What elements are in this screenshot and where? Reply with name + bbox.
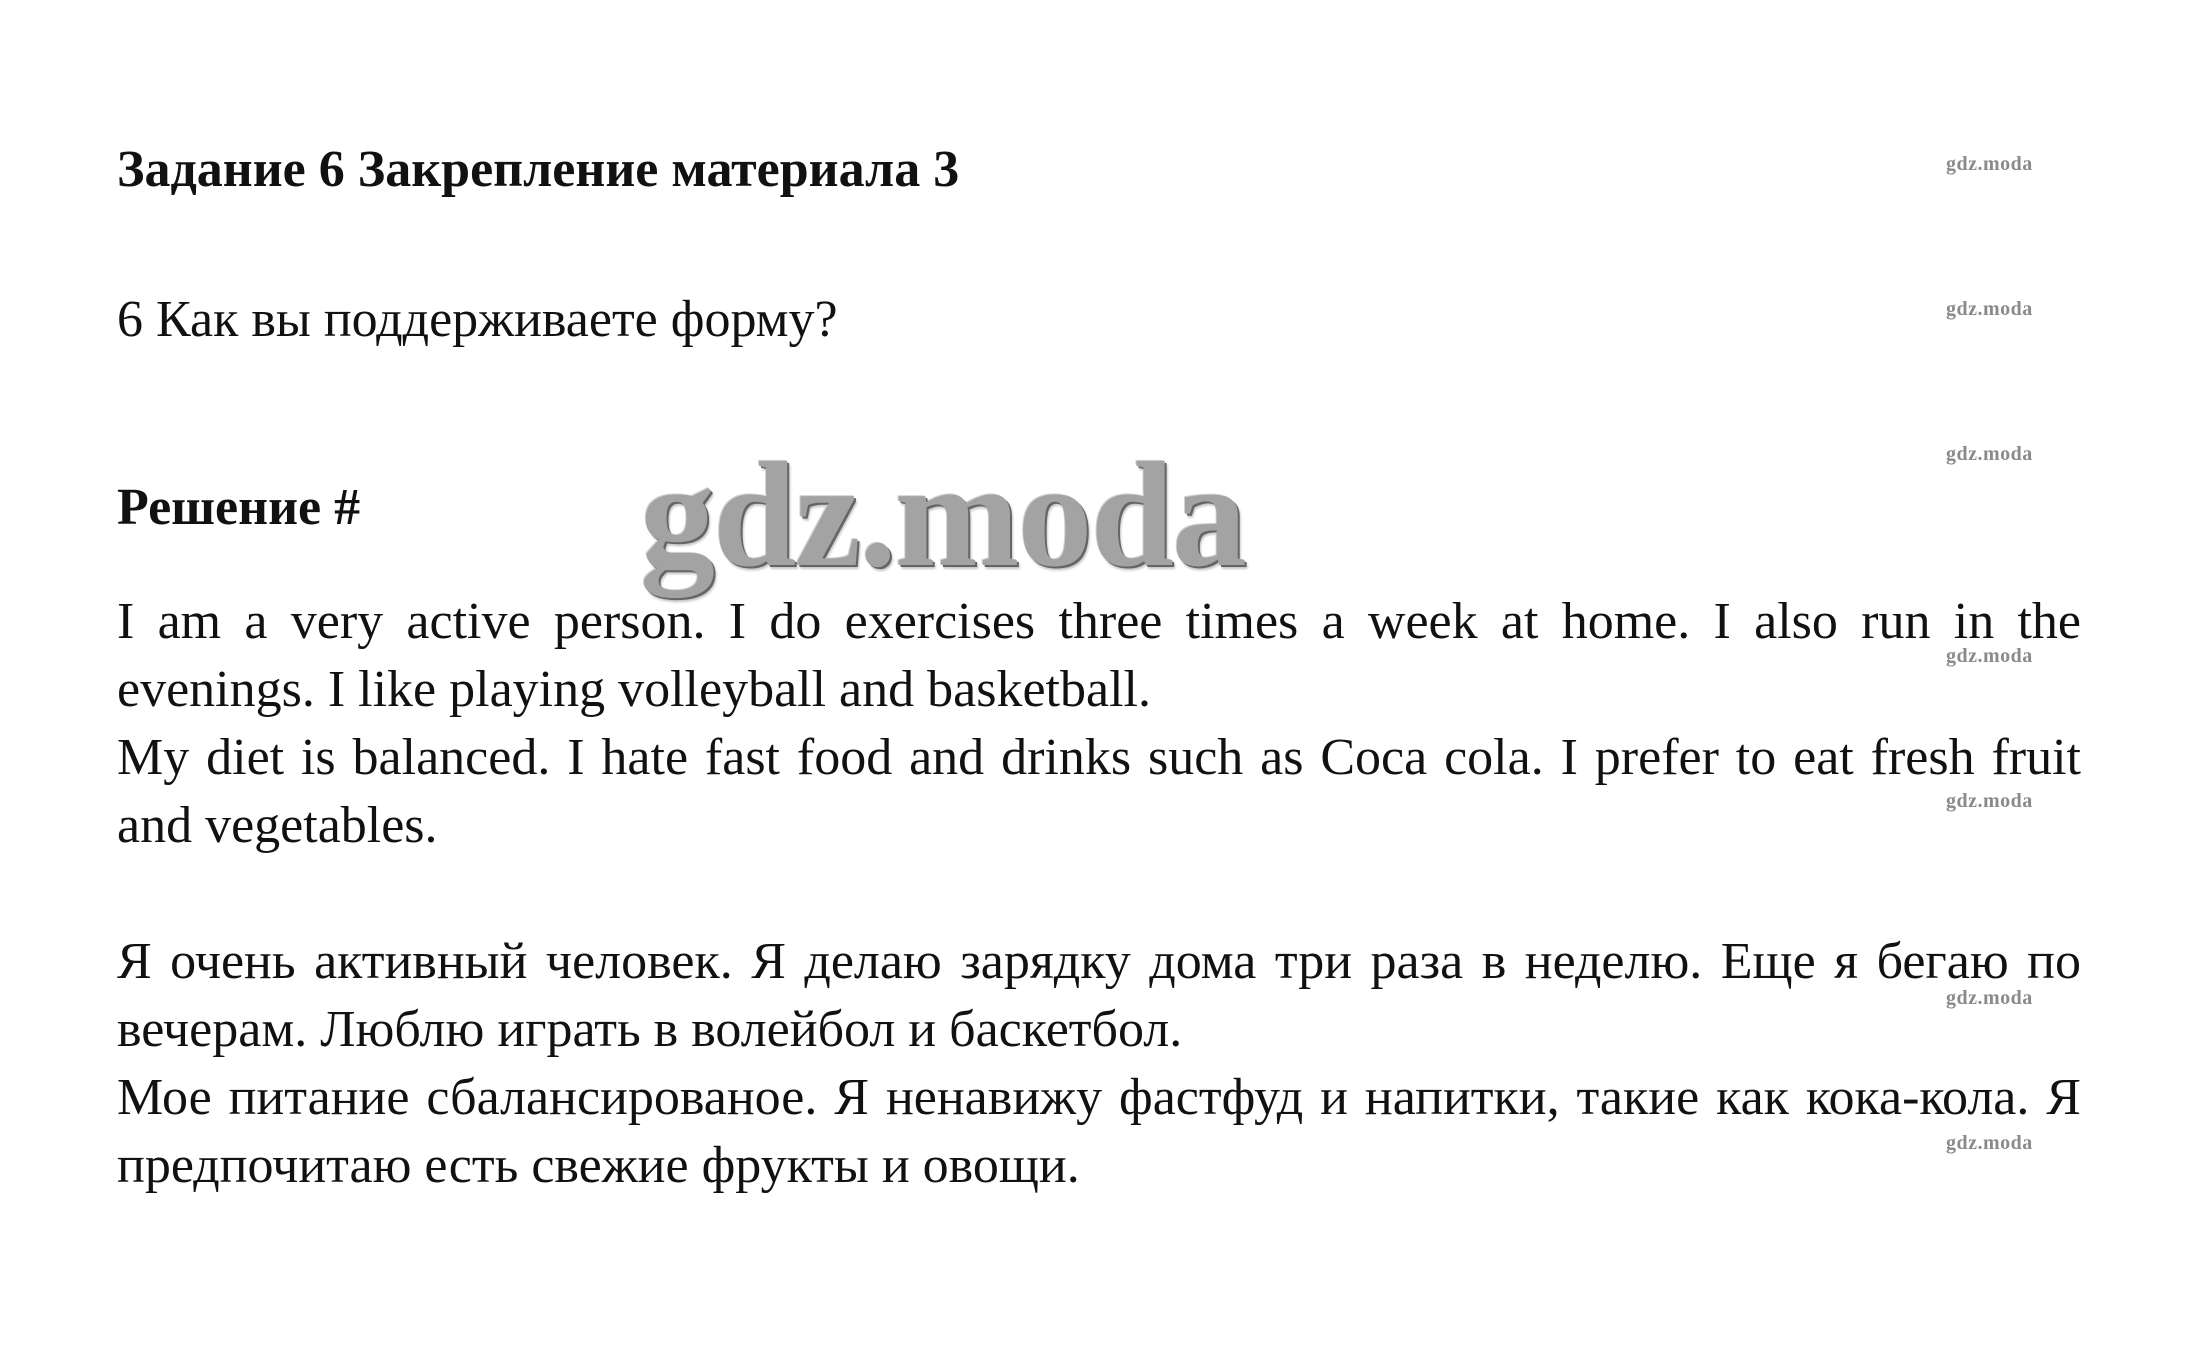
watermark-small: gdz.moda xyxy=(1946,298,2033,320)
watermark-small: gdz.moda xyxy=(1946,153,2033,175)
russian-paragraph-1: Я очень активный человек. Я делаю зарядку дома три раза в неделю. Еще я бегаю по вечерам. Люблю играть в волейбол и баскетбол. xyxy=(117,933,2081,1058)
russian-paragraph-2: Мое питание сбалансированое. Я ненавижу фастфуд и напитки, такие как кока-кола. Я предпочитаю есть свежие фрукты и овощи. xyxy=(117,1069,2081,1194)
task-question: 6 Как вы поддерживаете форму? xyxy=(117,291,838,348)
watermark-logo: gdz.moda xyxy=(640,432,1245,598)
task-title: Задание 6 Закрепление материала 3 xyxy=(117,141,960,198)
solution-heading: Решение # xyxy=(117,479,361,536)
watermark-small: gdz.moda xyxy=(1946,1132,2033,1154)
watermark-small: gdz.moda xyxy=(1946,987,2033,1009)
english-paragraph-1: I am a very active person. I do exercises three times a week at home. I also run in the evenings. I like playing volleyball and basketball. xyxy=(117,593,2081,718)
watermark-small: gdz.moda xyxy=(1946,443,2033,465)
watermark-small: gdz.moda xyxy=(1946,790,2033,812)
english-paragraph-2: My diet is balanced. I hate fast food and drinks such as Coca cola. I prefer to eat fresh fruit and vegetables. xyxy=(117,729,2081,854)
watermark-small: gdz.moda xyxy=(1946,645,2033,667)
